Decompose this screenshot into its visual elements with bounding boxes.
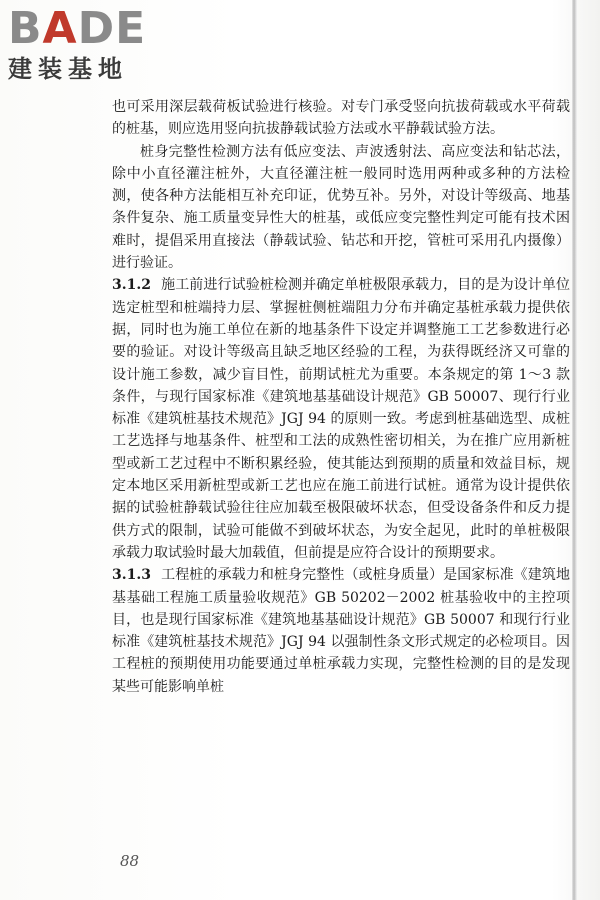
- logo-letters-de: DE: [77, 3, 147, 54]
- logo: [8, 4, 178, 84]
- paragraph-integrity-methods: 桩身完整性检测方法有低应变法、声波透射法、高应变法和钻芯法，除中小直径灌注桩外，大直径灌注桩一般同时选用两种或多种的方法检测，使各种方法能相互补充印证，优势互补。另外，对设计等级高、地基条件复杂、施工质量变异性大的桩基，或低应变完整性判定可能有技术困难时，提倡采用直接法（静载试验、钻芯和开挖，管桩可采用孔内摄像）进行验证。: [112, 143, 570, 272]
- section-3-1-2: [112, 274, 570, 564]
- section-3-1-3: [112, 564, 570, 698]
- logo-letter-a: A: [42, 3, 78, 54]
- section-text: 施工前进行试验桩检测并确定单桩极限承载力，目的是为设计单位选定桩型和桩端持力层、掌握桩侧桩端阻力分布并确定基桩承载力提供依据，同时也为施工单位在新的地基条件下设定并调整施工工艺参数进行必要的验证。对设计等级高且缺乏地区经验的工程，为获得既经济又可靠的设计施工参数，减少盲目性，前期试桩尤为重要。本条规定的第 1～3 款条件，与现行国家标准《建筑地基基础设计规范》GB 50007、现行行业标准《建筑桩基技术规范》JGJ 94 的原则一致。考虑到桩基础选型、成桩工艺选择与地基条件、桩型和工法的成熟性密切相关，为在推广应用新桩型或新工艺过程中不断积累经验，使其能达到预期的质量和效益目标，规定本地区采用新桩型或新工艺也应在施工前进行试桩。通常为设计提供依据的试验桩静载试验往往应加载至极限破坏状态，但受设备条件和反力提供方式的限制，试验可能做不到破坏状态，为安全起见，此时的单桩极限承载力取试验时最大加载值，但前提是应符合设计的预期要求。: [112, 277, 570, 561]
- logo-letter-b: B: [8, 3, 43, 54]
- section-text: 工程桩的承载力和桩身完整性（或桩身质量）是国家标准《建筑地基基础工程施工质量验收规范》GB 50202－2002 桩基验收中的主控项目，也是现行国家标准《建筑地基基础设计规范》GB 50007 和现行行业标准《建筑桩基技术规范》JGJ 94 以强制性条文形式规定的必检项目。因工程桩的预期使用功能要通过单桩承载力实现，完整性检测的目的是发现某些可能影响单桩: [112, 567, 570, 695]
- section-number: 3.1.3: [112, 567, 151, 584]
- page-number: 88: [120, 852, 140, 870]
- paragraph-continued: 也可采用深层载荷板试验进行核验。对专门承受竖向抗拔荷载或水平荷载的桩基，则应选用竖向抗拔静载试验方法或水平静载试验方法。: [112, 99, 570, 138]
- logo-subtitle: 建装基地: [8, 55, 128, 83]
- section-number: 3.1.2: [112, 277, 151, 294]
- logo-wordmark: [8, 4, 178, 54]
- body-text: [112, 96, 570, 698]
- book-spine-shadow: [572, 0, 577, 900]
